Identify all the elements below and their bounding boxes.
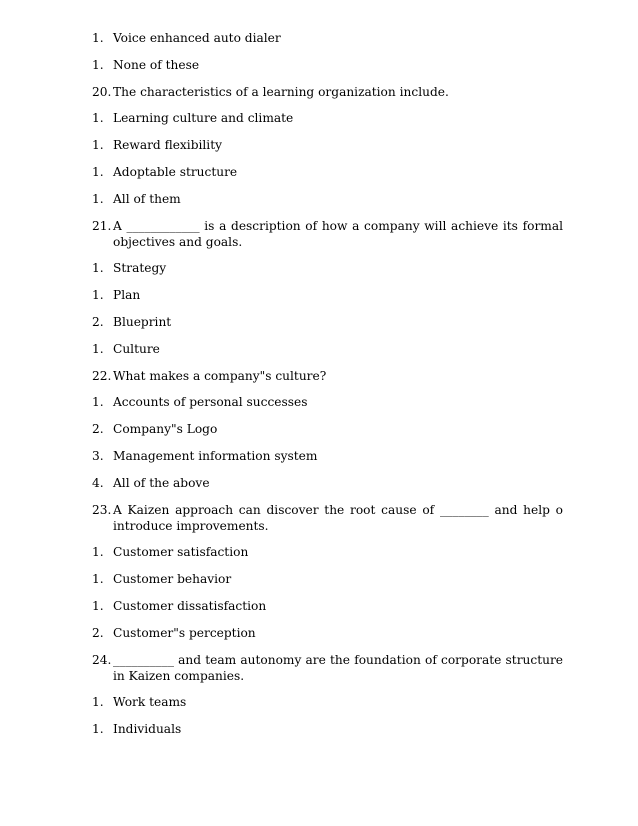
option-text: All of the above — [113, 475, 210, 490]
option-number: 2. — [92, 625, 104, 640]
option-number: 1. — [92, 545, 104, 560]
question-line — [0, 502, 638, 545]
option-text: Voice enhanced auto dialer — [113, 31, 281, 45]
question-number: 21. — [92, 218, 112, 233]
option-number: 1. — [92, 341, 104, 356]
question-number: 20. — [92, 84, 112, 99]
option-line — [0, 448, 638, 475]
option-line — [0, 544, 638, 571]
option-number: 1. — [92, 395, 104, 410]
option-text: Learning culture and climate — [113, 111, 294, 126]
option-text: Individuals — [113, 722, 182, 737]
option-number: 1. — [92, 57, 104, 72]
option-text: Customer behavior — [113, 572, 232, 587]
option-line — [0, 694, 638, 721]
option-line — [0, 314, 638, 341]
option-number: 1. — [92, 191, 104, 206]
option-number: 1. — [92, 722, 104, 737]
option-number: 1. — [92, 695, 104, 710]
option-text: Management information system — [113, 448, 318, 463]
option-text: Culture — [113, 341, 160, 356]
option-number: 1. — [92, 138, 104, 153]
option-number: 2. — [92, 422, 104, 437]
option-line — [0, 191, 638, 218]
option-number: 1. — [92, 111, 104, 126]
option-text: Strategy — [113, 261, 167, 276]
option-line — [0, 287, 638, 314]
option-text: All of them — [113, 191, 181, 206]
option-line — [0, 164, 638, 191]
option-line — [0, 475, 638, 502]
option-number: 1. — [92, 164, 104, 179]
option-line — [0, 598, 638, 625]
question-line — [0, 84, 638, 111]
option-number: 3. — [92, 448, 104, 463]
document-page — [0, 30, 638, 748]
option-text: None of these — [113, 57, 200, 72]
question-text: A Kaizen approach can discover the root cause of ________ and help o introduce improvements. — [113, 502, 563, 533]
option-line — [0, 30, 638, 57]
option-line — [0, 137, 638, 164]
option-text: Customer dissatisfaction — [113, 598, 267, 613]
option-text: Blueprint — [113, 314, 172, 329]
question-text: A ____________ is a description of how a company will achieve its formal objectives and goals. — [113, 218, 563, 249]
option-number: 1. — [92, 598, 104, 613]
option-line — [0, 421, 638, 448]
option-text: Adoptable structure — [113, 164, 238, 179]
option-line — [0, 394, 638, 421]
option-number: 1. — [92, 261, 104, 276]
option-text: Customer"s perception — [113, 625, 256, 640]
option-line — [0, 625, 638, 652]
option-text: Accounts of personal successes — [113, 395, 308, 410]
option-line — [0, 341, 638, 368]
option-number: 4. — [92, 475, 104, 490]
option-number: 1. — [92, 31, 104, 45]
question-text: The characteristics of a learning organization include. — [113, 84, 449, 99]
question-number: 22. — [92, 368, 112, 383]
question-line — [0, 652, 638, 695]
option-number: 1. — [92, 288, 104, 303]
option-number: 1. — [92, 572, 104, 587]
option-text: Reward flexibility — [113, 138, 222, 153]
option-line — [0, 571, 638, 598]
option-line — [0, 57, 638, 84]
question-text: __________ and team autonomy are the foundation of corporate structure in Kaizen companies. — [113, 652, 563, 683]
option-text: Company"s Logo — [113, 422, 218, 437]
question-number: 24. — [92, 652, 112, 667]
question-line — [0, 218, 638, 261]
option-line — [0, 110, 638, 137]
question-number: 23. — [92, 502, 112, 517]
option-line — [0, 260, 638, 287]
question-line — [0, 368, 638, 395]
option-text: Work teams — [113, 695, 187, 710]
option-number: 2. — [92, 314, 104, 329]
option-text: Customer satisfaction — [113, 545, 249, 560]
question-text: What makes a company"s culture? — [113, 368, 327, 383]
option-line — [0, 721, 638, 748]
option-text: Plan — [113, 288, 141, 303]
